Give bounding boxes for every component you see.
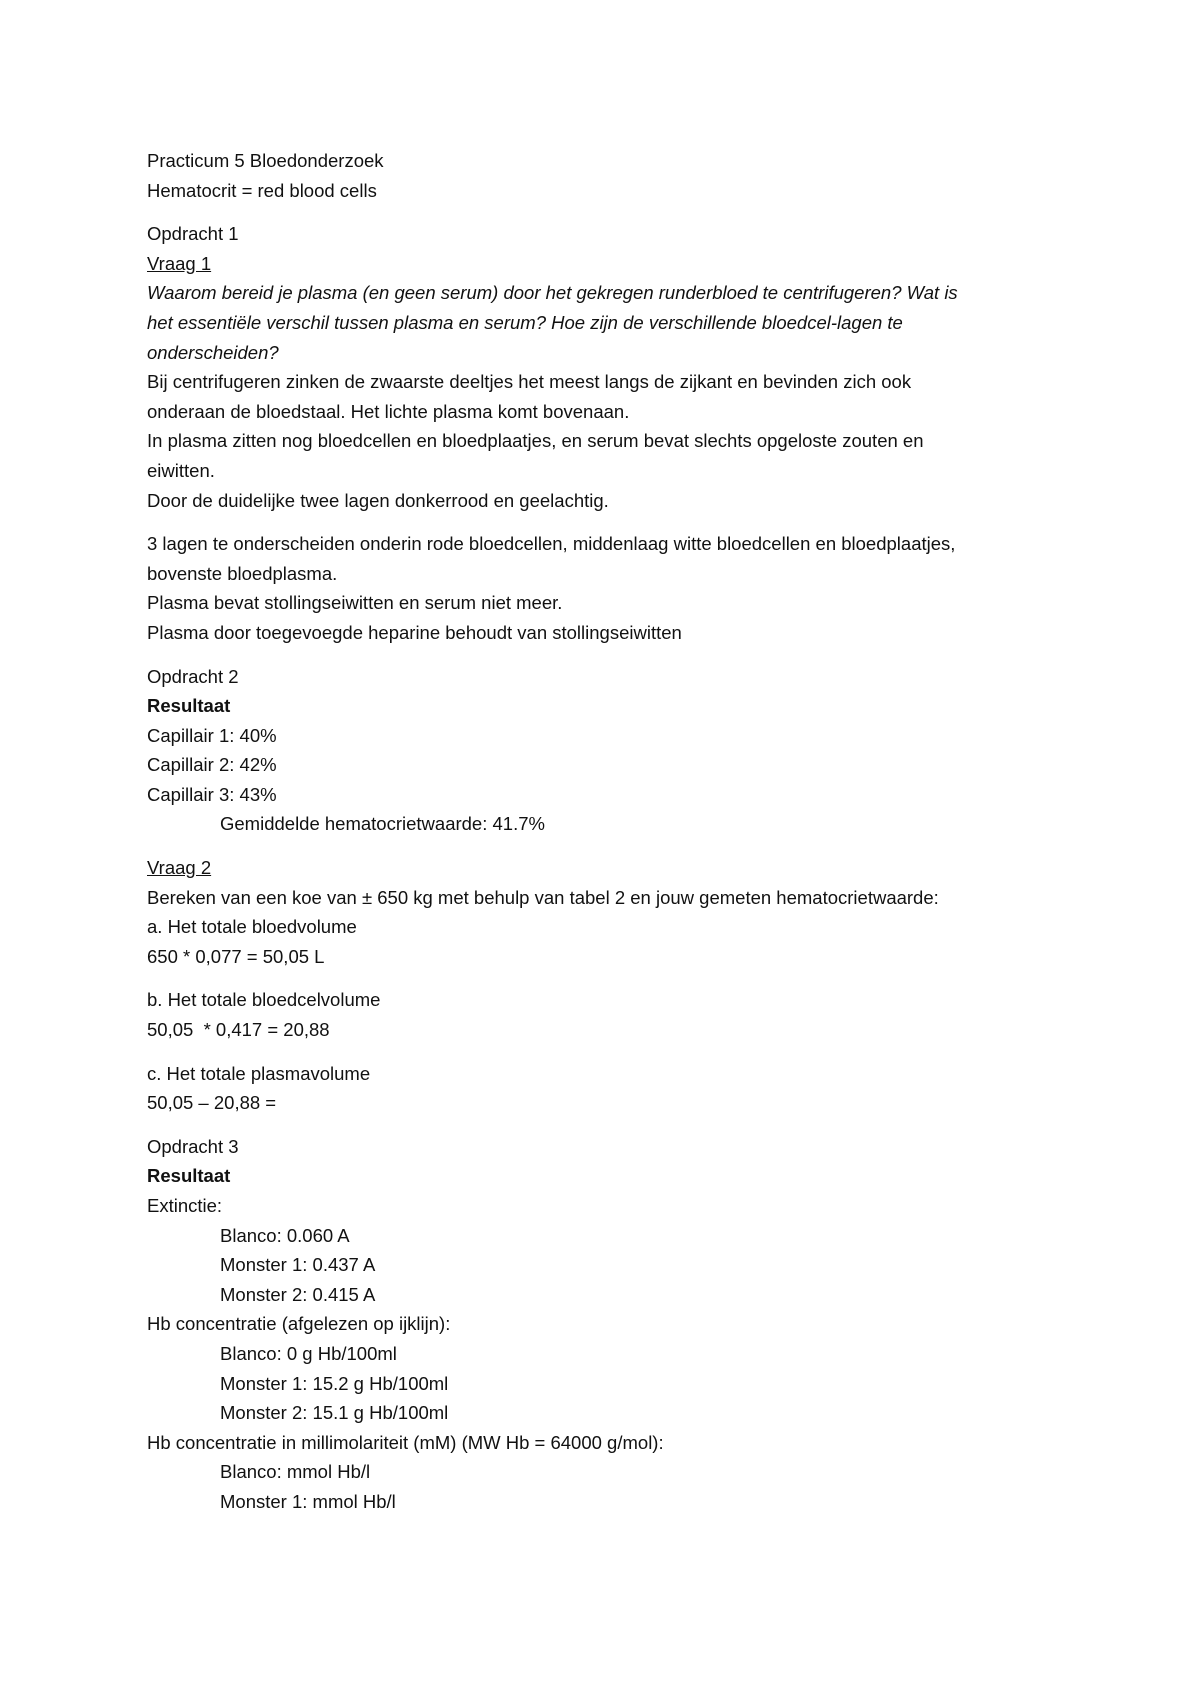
document-title: Practicum 5 Bloedonderzoek — [147, 150, 384, 171]
extinctie-value: Monster 1: 0.437 A — [220, 1254, 376, 1276]
average-hematocrit: Gemiddelde hematocrietwaarde: 41.7% — [220, 813, 545, 835]
vraag1-question-line: onderscheiden? — [147, 341, 279, 363]
spacer — [147, 971, 1077, 985]
vraag2-a-answer: 650 * 0,077 = 50,05 L — [147, 945, 325, 967]
vraag1-extra-line: 3 lagen te onderscheiden onderin rode bloedcellen, middenlaag witte bloedcellen en bloedplaatjes, — [147, 533, 956, 555]
hb-concentration-value: Blanco: 0 g Hb/100ml — [220, 1342, 397, 1364]
vraag1-answer-line: Door de duidelijke twee lagen donkerrood en geelachtig. — [147, 489, 609, 511]
vraag1-answer-line: eiwitten. — [147, 459, 215, 481]
vraag2-label: Vraag 2 — [147, 857, 212, 879]
hb-mm-value: Blanco: mmol Hb/l — [220, 1461, 371, 1483]
vraag1-question-line: Waarom bereid je plasma (en geen serum) door het gekregen runderbloed te centrifugeren? Wat is — [147, 282, 958, 304]
hb-mm-value: Monster 1: mmol Hb/l — [220, 1490, 396, 1512]
opdracht3-heading: Opdracht 3 — [147, 1135, 239, 1157]
vraag2-a-label: a. Het totale bloedvolume — [147, 916, 357, 938]
spacer — [147, 1045, 1077, 1059]
extinctie-value: Monster 2: 0.415 A — [220, 1283, 376, 1305]
hb-concentration-value: Monster 1: 15.2 g Hb/100ml — [220, 1372, 449, 1394]
spacer — [147, 648, 1077, 662]
vraag1-answer-line: onderaan de bloedstaal. Het lichte plasma komt bovenaan. — [147, 400, 630, 422]
vraag1-extra-line: bovenste bloedplasma. — [147, 562, 338, 584]
vraag1-extra-line: Plasma door toegevoegde heparine behoudt van stollingseiwitten — [147, 621, 682, 643]
vraag2-c-label: c. Het totale plasmavolume — [147, 1062, 371, 1084]
document-body — [147, 146, 1077, 1517]
hb-mm-label: Hb concentratie in millimolariteit (mM) (MW Hb = 64000 g/mol): — [147, 1431, 664, 1453]
spacer — [147, 839, 1077, 853]
vraag1-answer-line: In plasma zitten nog bloedcellen en bloedplaatjes, en serum bevat slechts opgeloste zouten en — [147, 430, 924, 452]
capillair-result: Capillair 2: 42% — [147, 754, 277, 776]
opdracht1-heading: Opdracht 1 — [147, 223, 239, 245]
vraag2-text: Bereken van een koe van ± 650 kg met behulp van tabel 2 en jouw gemeten hematocrietwaarde: — [147, 886, 939, 908]
opdracht3-resultaat-label: Resultaat — [147, 1165, 231, 1187]
vraag1-question-line: het essentiële verschil tussen plasma en serum? Hoe zijn de verschillende bloedcel-lagen te — [147, 311, 903, 333]
vraag2-b-label: b. Het totale bloedcelvolume — [147, 989, 381, 1011]
spacer — [147, 205, 1077, 219]
extinctie-label: Extinctie: — [147, 1195, 223, 1216]
vraag2-c-answer: 50,05 – 20,88 = — [147, 1092, 277, 1114]
vraag1-extra-line: Plasma bevat stollingseiwitten en serum niet meer. — [147, 592, 563, 614]
hb-concentration-label: Hb concentratie (afgelezen op ijklijn): — [147, 1313, 451, 1335]
opdracht2-resultaat-label: Resultaat — [147, 695, 231, 717]
spacer — [147, 515, 1077, 529]
capillair-result: Capillair 3: 43% — [147, 783, 277, 805]
vraag1-answer-line: Bij centrifugeren zinken de zwaarste deeltjes het meest langs de zijkant en bevinden zich ook — [147, 371, 912, 393]
hb-concentration-value: Monster 2: 15.1 g Hb/100ml — [220, 1402, 449, 1424]
document-subtitle: Hematocrit = red blood cells — [147, 179, 377, 201]
vraag1-label: Vraag 1 — [147, 252, 212, 274]
vraag2-b-answer: 50,05 * 0,417 = 20,88 — [147, 1019, 330, 1041]
spacer — [147, 1118, 1077, 1132]
capillair-result: Capillair 1: 40% — [147, 724, 277, 746]
extinctie-value: Blanco: 0.060 A — [220, 1224, 350, 1246]
opdracht2-heading: Opdracht 2 — [147, 665, 239, 687]
